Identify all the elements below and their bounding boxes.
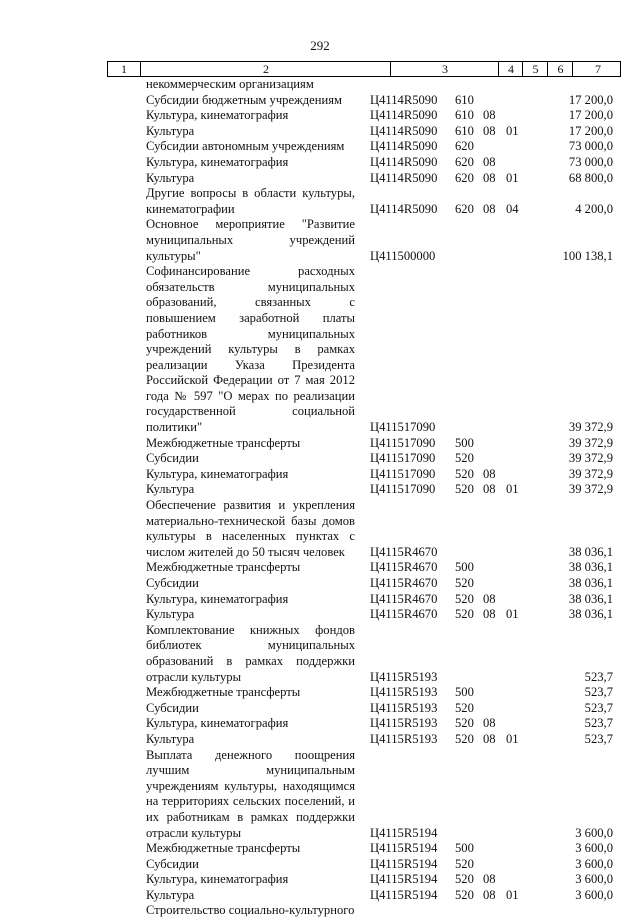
amount: 39 372,9: [568, 420, 613, 435]
expense-type: 520: [455, 856, 474, 871]
header-col-2: 2: [140, 62, 391, 76]
amount: 523,7: [584, 700, 613, 715]
budget-code: Ц4114R5090: [370, 92, 438, 107]
budget-code: Ц4115R4670: [370, 576, 438, 590]
subsection: 01: [506, 607, 519, 622]
budget-code: Ц4115R5193: [370, 700, 438, 715]
budget-code: Ц4115R4670: [370, 607, 438, 622]
budget-code: Ц411517090: [370, 466, 436, 481]
table-row: [0, 592, 640, 608]
budget-code: Ц411517090: [370, 451, 436, 466]
table-header: [107, 61, 621, 77]
amount: 39 372,9: [568, 482, 613, 497]
item-name: Культура, кинематография: [146, 108, 289, 123]
subsection: 04: [506, 201, 519, 216]
item-name: Строительство социально-культурного: [146, 903, 355, 918]
table-row: [0, 685, 640, 701]
section: 08: [483, 591, 496, 606]
table-row: [0, 451, 640, 467]
budget-code: Ц4115R5193: [370, 669, 438, 684]
item-name: Субсидии: [146, 451, 199, 466]
expense-type: 620: [455, 201, 474, 216]
budget-code: Ц4115R4670: [370, 591, 438, 606]
budget-code: Ц4115R4670: [370, 560, 438, 575]
table-row: [0, 701, 640, 717]
amount: 17 200,0: [568, 92, 613, 107]
item-name: Межбюджетные трансферты: [146, 841, 301, 856]
table-row: [0, 264, 640, 436]
page-number: 292: [310, 38, 330, 53]
table-row: [0, 841, 640, 857]
section: 08: [483, 201, 496, 216]
subsection: 01: [506, 170, 519, 185]
budget-code: Ц4114R5090: [370, 154, 438, 169]
amount: 523,7: [584, 685, 613, 700]
item-name: Межбюджетные трансферты: [146, 685, 301, 700]
item-name: Культура: [146, 482, 195, 497]
item-name: Межбюджетные трансферты: [146, 435, 301, 450]
subsection: 01: [506, 482, 519, 497]
item-name: Выплата денежного поощрения лучшим муниципальным учреждениям культуры, находящимся на территориях сельских поселений, и их работникам в рамках поддержки отрасли культуры: [146, 747, 355, 840]
expense-type: 520: [455, 700, 474, 715]
section: 08: [483, 170, 496, 185]
item-name: Культура: [146, 731, 195, 746]
amount: 38 036,1: [568, 607, 613, 622]
item-name: Культура: [146, 123, 195, 138]
section: 08: [483, 607, 496, 622]
header-col-1: 1: [121, 62, 127, 76]
expense-type: 520: [455, 607, 474, 622]
item-name: Субсидии: [146, 856, 199, 871]
budget-code: Ц4115R5194: [370, 841, 438, 856]
expense-type: 520: [455, 482, 474, 497]
table-row: [0, 467, 640, 483]
amount: 3 600,0: [575, 887, 613, 902]
amount: 17 200,0: [568, 123, 613, 138]
table-row: [0, 139, 640, 155]
item-name: Субсидии: [146, 576, 199, 590]
expense-type: 500: [455, 685, 474, 700]
amount: 39 372,9: [568, 451, 613, 466]
subsection: 01: [506, 731, 519, 746]
subsection: 01: [506, 123, 519, 138]
budget-code: Ц4115R5193: [370, 685, 438, 700]
expense-type: 620: [455, 139, 474, 154]
section: 08: [483, 731, 496, 746]
budget-code: Ц4115R5194: [370, 825, 438, 840]
table-row: [0, 903, 640, 919]
table-row: [0, 732, 640, 748]
section: 08: [483, 716, 496, 731]
table-row: [0, 607, 640, 623]
amount: 73 000,0: [568, 154, 613, 169]
budget-code: Ц411517090: [370, 482, 436, 497]
item-name: Субсидии: [146, 700, 199, 715]
table-row: [0, 108, 640, 124]
item-name: Культура: [146, 607, 195, 622]
item-name: Культура: [146, 170, 195, 185]
item-name: некоммерческим организациям: [146, 77, 314, 91]
budget-code: Ц411500000: [370, 248, 436, 263]
budget-code: Ц4115R5193: [370, 731, 438, 746]
header-col-5: 5: [522, 62, 548, 76]
item-name: Культура, кинематография: [146, 716, 289, 731]
budget-code: Ц4114R5090: [370, 170, 438, 185]
header-col-7: 7: [572, 62, 623, 76]
section: 08: [483, 872, 496, 887]
table-row: [0, 155, 640, 171]
section: 08: [483, 108, 496, 123]
amount: 38 036,1: [568, 544, 613, 559]
table-row: [0, 93, 640, 109]
expense-type: 520: [455, 576, 474, 590]
expense-type: 520: [455, 466, 474, 481]
budget-code: Ц4115R5193: [370, 716, 438, 731]
table-row: [0, 124, 640, 140]
table-row: [0, 748, 640, 842]
amount: 38 036,1: [568, 591, 613, 606]
amount: 3 600,0: [575, 856, 613, 871]
amount: 39 372,9: [568, 435, 613, 450]
amount: 68 800,0: [568, 170, 613, 185]
budget-code: Ц4114R5090: [370, 123, 438, 138]
table-row: [0, 716, 640, 732]
amount: 100 138,1: [562, 248, 613, 263]
expense-type: 500: [455, 435, 474, 450]
budget-code: Ц4115R5194: [370, 856, 438, 871]
budget-code: Ц411517090: [370, 420, 436, 435]
amount: 3 600,0: [575, 872, 613, 887]
amount: 17 200,0: [568, 108, 613, 123]
table-row: [0, 482, 640, 498]
expense-type: 520: [455, 716, 474, 731]
section: 08: [483, 154, 496, 169]
subsection: 01: [506, 887, 519, 902]
budget-code: Ц4115R5194: [370, 887, 438, 902]
table-row: [0, 498, 640, 560]
table-row: [0, 560, 640, 576]
amount: 38 036,1: [568, 576, 613, 590]
item-name: Обеспечение развития и укрепления материально-технической базы домов культуры в населенных пунктах с числом жителей до 50 тысяч человек: [146, 498, 355, 559]
item-name: Другие вопросы в области культуры, кинематографии: [146, 186, 355, 216]
amount: 4 200,0: [575, 201, 613, 216]
expense-type: 520: [455, 731, 474, 746]
section: 08: [483, 482, 496, 497]
amount: 3 600,0: [575, 825, 613, 840]
item-name: Основное мероприятие "Развитие муниципальных учреждений культуры": [146, 217, 355, 263]
section: 08: [483, 887, 496, 902]
expense-type: 520: [455, 451, 474, 466]
expense-type: 520: [455, 887, 474, 902]
amount: 523,7: [584, 716, 613, 731]
section: 08: [483, 466, 496, 481]
table-row: [0, 171, 640, 187]
table-row: [0, 872, 640, 888]
budget-code: Ц411517090: [370, 435, 436, 450]
item-name: Субсидии автономным учреждениям: [146, 139, 345, 154]
table-row: [0, 436, 640, 452]
amount: 523,7: [584, 731, 613, 746]
table-row: [0, 77, 640, 93]
expense-type: 610: [455, 108, 474, 123]
table-row: [0, 623, 640, 685]
amount: 523,7: [584, 669, 613, 684]
item-name: Культура, кинематография: [146, 466, 289, 481]
table-row: [0, 857, 640, 873]
table-row: [0, 576, 640, 592]
amount: 39 372,9: [568, 466, 613, 481]
item-name: Комплектование книжных фондов библиотек муниципальных образований в рамках поддержки отрасли культуры: [146, 622, 355, 684]
expense-type: 500: [455, 560, 474, 575]
table-body: [0, 77, 640, 919]
expense-type: 520: [455, 872, 474, 887]
budget-code: Ц4114R5090: [370, 139, 438, 154]
item-name: Субсидии бюджетным учреждениям: [146, 92, 342, 107]
item-name: Межбюджетные трансферты: [146, 560, 301, 575]
amount: 3 600,0: [575, 841, 613, 856]
budget-code: Ц4114R5090: [370, 108, 438, 123]
item-name: Культура, кинематография: [146, 872, 289, 887]
amount: 38 036,1: [568, 560, 613, 575]
header-col-3: 3: [390, 62, 499, 76]
amount: 73 000,0: [568, 139, 613, 154]
table-row: [0, 186, 640, 217]
budget-code: Ц4114R5090: [370, 201, 438, 216]
section: 08: [483, 123, 496, 138]
item-name: Культура, кинематография: [146, 591, 289, 606]
item-name: Софинансирование расходных обязательств муниципальных образований, связанных с повышением заработной платы работников муниципальных учреждений культуры в рамках реализации Указа Президента Российской Федерации от 7 мая 2012 года № 597 "О мерах по реализации государственной социальной политики": [146, 264, 355, 435]
table-row: [0, 217, 640, 264]
item-name: Культура, кинематография: [146, 154, 289, 169]
budget-code: Ц4115R5194: [370, 872, 438, 887]
expense-type: 520: [455, 591, 474, 606]
header-col-4: 4: [498, 62, 523, 76]
expense-type: 500: [455, 841, 474, 856]
expense-type: 610: [455, 123, 474, 138]
expense-type: 620: [455, 170, 474, 185]
budget-code: Ц4115R4670: [370, 544, 438, 559]
header-col-6: 6: [547, 62, 573, 76]
expense-type: 610: [455, 92, 474, 107]
table-row: [0, 888, 640, 904]
item-name: Культура: [146, 887, 195, 902]
expense-type: 620: [455, 154, 474, 169]
